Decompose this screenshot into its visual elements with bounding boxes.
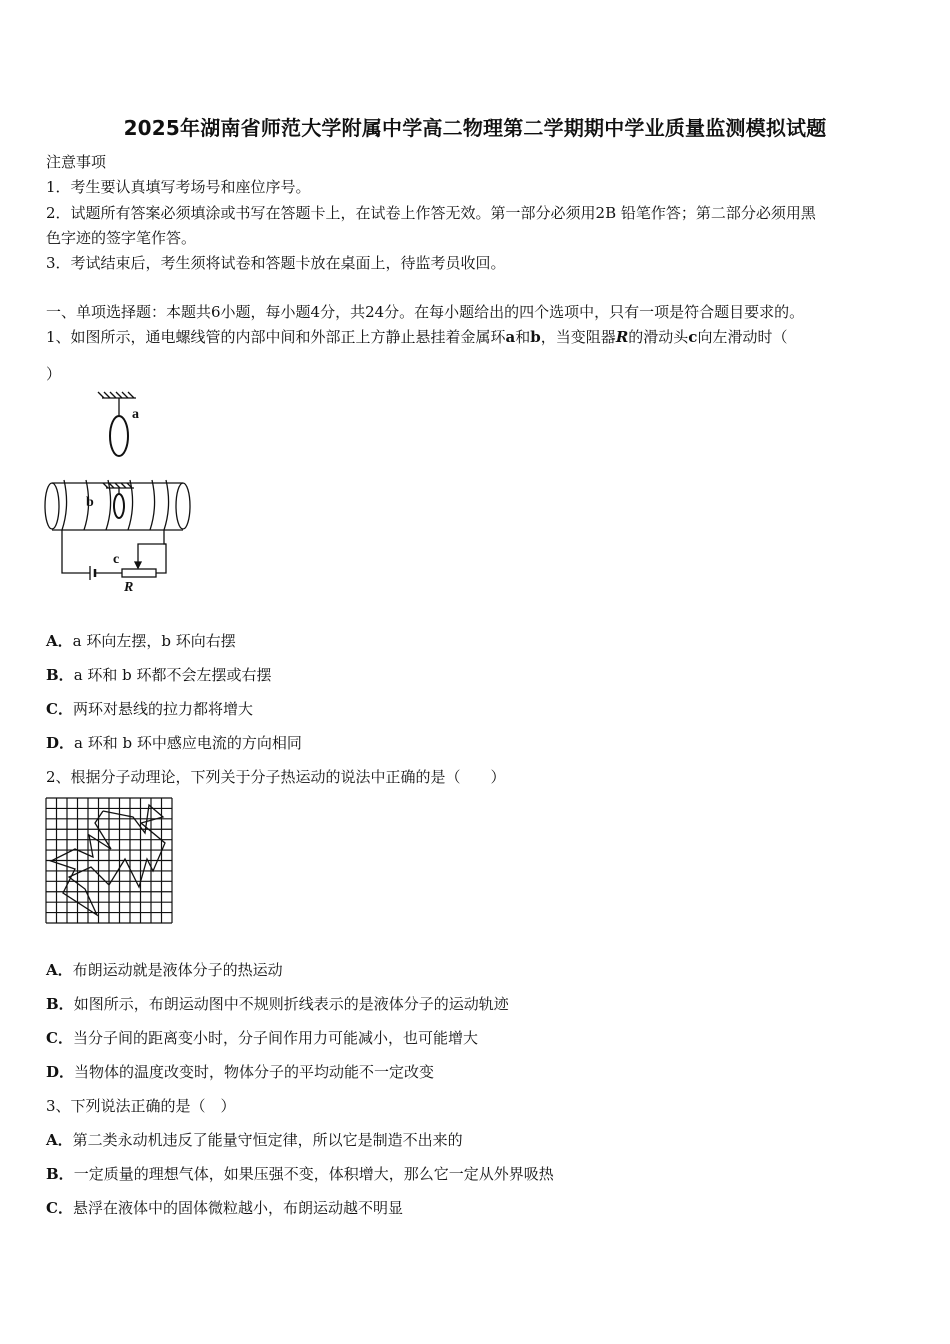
notice-item-2: 2．试题所有答案必须填涂或书写在答题卡上，在试卷上作答无效。第一部分必须用2B 铅笔作答；第二部分必须用黑 [46, 204, 816, 222]
ring-b-label: b [86, 495, 94, 510]
q3-option-a[interactable]: A．第二类永动机违反了能量守恒定律，所以它是制造不出来的 [46, 1131, 463, 1149]
q2-stem: 2、根据分子动理论，下列关于分子热运动的说法中正确的是（ ） [46, 768, 506, 786]
solenoid-figure [40, 388, 200, 598]
q2-option-a[interactable]: A．布朗运动就是液体分子的热运动 [46, 961, 283, 979]
q1-stem-end: ） [46, 365, 62, 383]
notice-heading: 注意事项 [46, 153, 107, 171]
q1-option-d[interactable]: D．a 环和 b 环中感应电流的方向相同 [46, 734, 302, 752]
notice-item-2-cont: 色字迹的签字笔作答。 [46, 229, 197, 247]
brownian-grid-figure [45, 797, 175, 925]
q2-option-c[interactable]: C．当分子间的距离变小时，分子间作用力可能减小，也可能增大 [46, 1029, 478, 1047]
notice-item-3: 3．考试结束后，考生须将试卷和答题卡放在桌面上，待监考员收回。 [46, 254, 506, 272]
q3-option-b[interactable]: B．一定质量的理想气体，如果压强不变，体积增大，那么它一定从外界吸热 [46, 1165, 554, 1183]
q1-option-c[interactable]: C．两环对悬线的拉力都将增大 [46, 700, 253, 718]
exam-title: 2025年湖南省师范大学附属中学高二物理第二学期期中学业质量监测模拟试题 [123, 116, 827, 140]
q1-option-a[interactable]: A．a 环向左摆，b 环向右摆 [46, 632, 236, 650]
slider-c-label: c [113, 552, 120, 567]
q3-stem: 3、下列说法正确的是（ ） [46, 1097, 236, 1115]
q3-option-c[interactable]: C．悬浮在液体中的固体微粒越小，布朗运动越不明显 [46, 1199, 403, 1217]
q1-stem: 1、如图所示，通电螺线管的内部中间和外部正上方静止悬挂着金属环a和b，当变阻器R的滑动头c向左滑动时（ [46, 328, 788, 346]
section-heading: 一、单项选择题：本题共6小题，每小题4分，共24分。在每小题给出的四个选项中，只有一项是符合题目要求的。 [46, 303, 805, 321]
q2-option-d[interactable]: D．当物体的温度改变时，物体分子的平均动能不一定改变 [46, 1063, 435, 1081]
notice-item-1: 1．考生要认真填写考场号和座位序号。 [46, 178, 311, 196]
q1-option-b[interactable]: B．a 环和 b 环都不会左摆或右摆 [46, 666, 272, 684]
q2-option-b[interactable]: B．如图所示，布朗运动图中不规则折线表示的是液体分子的运动轨迹 [46, 995, 509, 1013]
resistor-r-label: R [124, 580, 134, 595]
ring-a-label: a [132, 407, 139, 422]
